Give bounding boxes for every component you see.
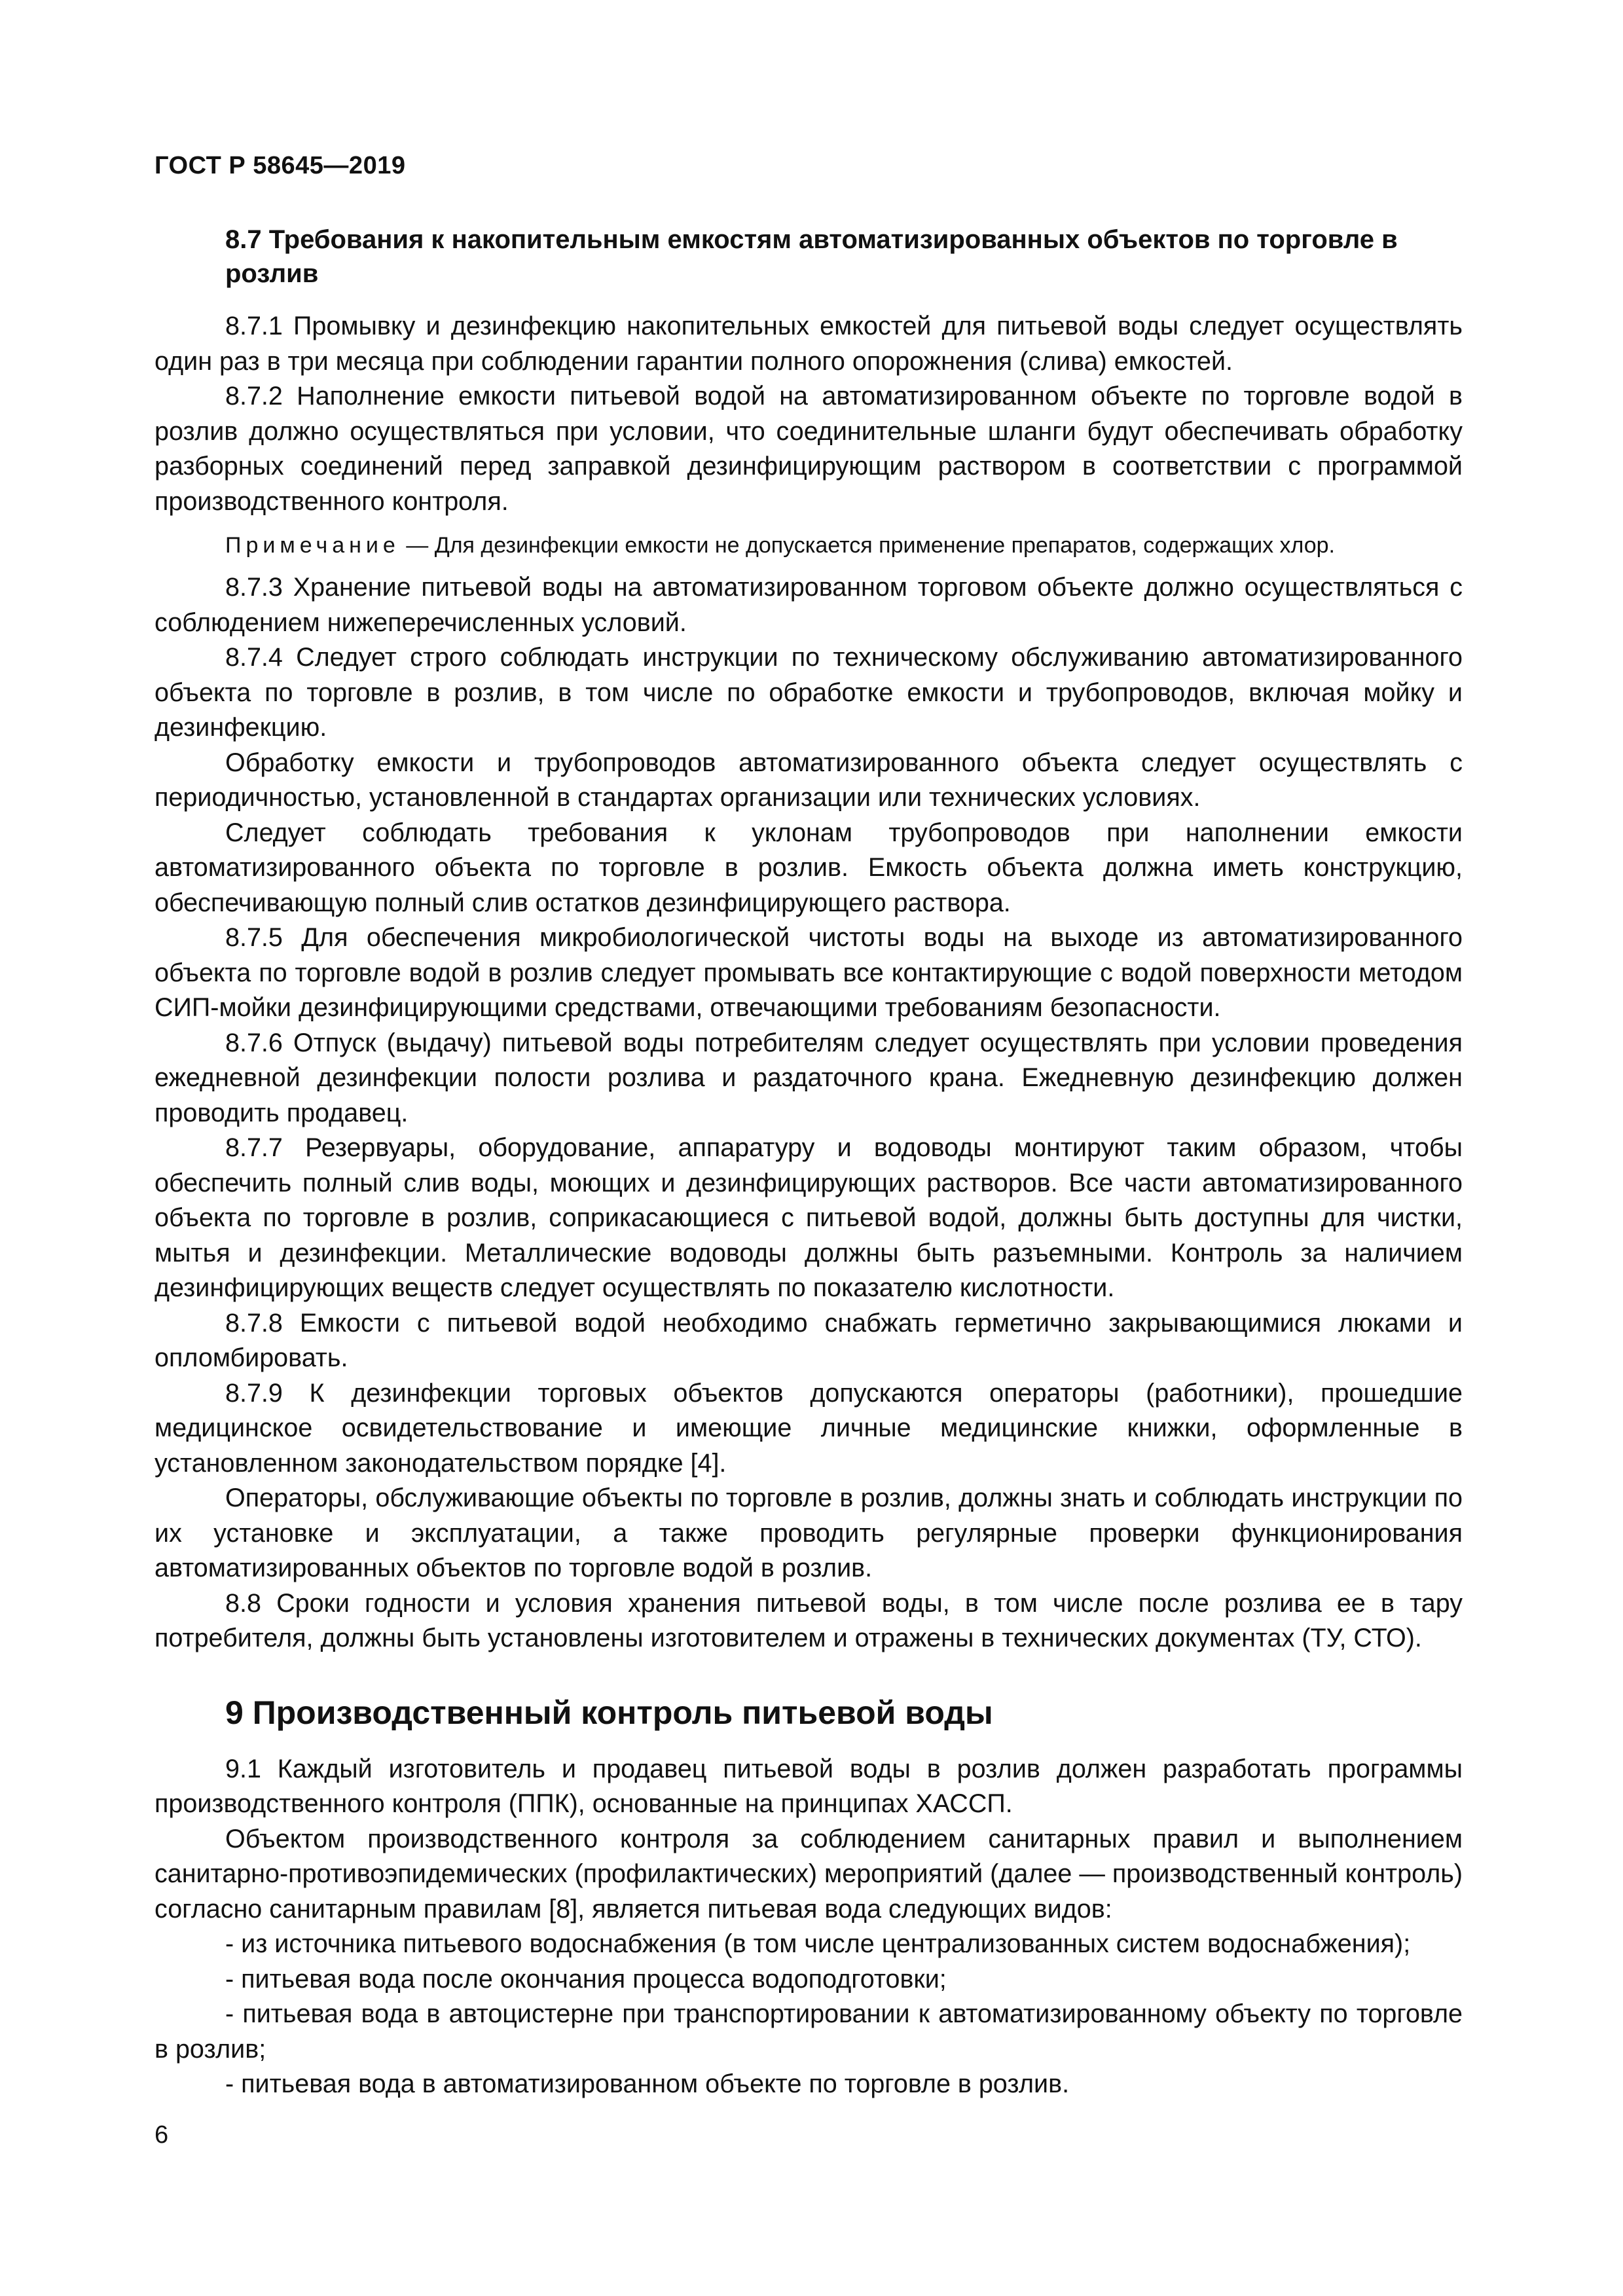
note bbox=[155, 528, 1463, 562]
list-item: - питьевая вода в автоцистерне при транспортировании к автоматизированному объекту по торговле в розлив; bbox=[155, 1999, 1463, 2064]
note-text: — Для дезинфекции емкости не допускается применение препаратов, содержащих хлор. bbox=[399, 533, 1335, 558]
list-item: - питьевая вода в автоматизированном объекте по торговле в розлив. bbox=[225, 2069, 1070, 2098]
subsection-title-8-7: 8.7 Требования к накопительным емкостям автоматизированных объектов по торговле в розлив bbox=[225, 225, 1398, 288]
list-item: - из источника питьевого водоснабжения (в том числе централизованных систем водоснабжения); bbox=[225, 1929, 1411, 1958]
paragraph-8-7-7: 8.7.7 Резервуары, оборудование, аппаратуру и водоводы монтируют таким образом, чтобы обеспечить полный слив воды, моющих и дезинфицирующих растворов. Все части автоматизированного объекта по торговле в розлив, соприкасающиеся с питьевой водой, должны быть доступны для чистки, мытья и дезинфекции. Металлические водоводы должны быть разъемными. Контроль за наличием дезинфицирующих веществ следует осуществлять по показателю кислотности. bbox=[155, 1133, 1463, 1302]
section-title-9: 9 Производственный контроль питьевой воды bbox=[225, 1694, 993, 1731]
document-body bbox=[155, 223, 1463, 2102]
paragraph-8-7-4: 8.7.4 Следует строго соблюдать инструкции по техническому обслуживанию автоматизированного объекта по торговле в розлив, в том числе по обработке емкости и трубопроводов, включая мойку и дезинфекцию. bbox=[155, 643, 1463, 742]
paragraph-9-1: 9.1 Каждый изготовитель и продавец питьевой воды в розлив должен разработать программы производственного контроля (ППК), основанные на принципах ХАССП. bbox=[155, 1754, 1463, 1818]
paragraph-8-7-8: 8.7.8 Емкости с питьевой водой необходимо снабжать герметично закрывающимися люками и опломбировать. bbox=[155, 1308, 1463, 1372]
paragraph-8-7-4-a: Обработку емкости и трубопроводов автоматизированного объекта следует осуществлять с периодичностью, установленной в стандартах организации или технических условиях. bbox=[155, 748, 1463, 812]
paragraph-8-7-5: 8.7.5 Для обеспечения микробиологической чистоты воды на выходе из автоматизированного объекта по торговле водой в розлив следует промывать все контактирующие с водой поверхности методом СИП-мойки дезинфицирующими средствами, отвечающими требованиям безопасности. bbox=[155, 923, 1463, 1022]
paragraph-8-7-9-a: Операторы, обслуживающие объекты по торговле в розлив, должны знать и соблюдать инструкции по их установке и эксплуатации, а также проводить регулярные проверки функционирования автоматизированных объектов по торговле водой в розлив. bbox=[155, 1484, 1463, 1582]
paragraph-9-1-a: Объектом производственного контроля за соблюдением санитарных правил и выполнением санитарно-противоэпидемических (профилактических) мероприятий (далее — производственный контроль) согласно санитарным правилам [8], является питьевая вода следующих видов: bbox=[155, 1824, 1463, 1923]
paragraph-8-7-2: 8.7.2 Наполнение емкости питьевой водой на автоматизированном объекте по торговле водой в розлив должно осуществляться при условии, что соединительные шланги будут обеспечивать обработку разборных соединений перед заправкой дезинфицирующим раствором в соответствии с программой производственного контроля. bbox=[155, 382, 1463, 516]
page-number: 6 bbox=[155, 2121, 169, 2149]
paragraph-8-8: 8.8 Сроки годности и условия хранения питьевой воды, в том числе после розлива ее в тару потребителя, должны быть установлены изготовителем и отражены в технических документах (ТУ, СТО). bbox=[155, 1588, 1463, 1652]
paragraph-8-7-1: 8.7.1 Промывку и дезинфекцию накопительных емкостей для питьевой воды следует осуществлять один раз в три месяца при соблюдении гарантии полного опорожнения (слива) емкостей. bbox=[155, 312, 1463, 376]
paragraph-8-7-3: 8.7.3 Хранение питьевой воды на автоматизированном торговом объекте должно осуществляться с соблюдением нижеперечисленных условий. bbox=[155, 573, 1463, 637]
paragraph-8-7-6: 8.7.6 Отпуск (выдачу) питьевой воды потребителям следует осуществлять при условии проведения ежедневной дезинфекции полости розлива и раздаточного крана. Ежедневную дезинфекцию должен проводить продавец. bbox=[155, 1028, 1463, 1127]
list-item: - питьевая вода после окончания процесса водоподготовки; bbox=[225, 1964, 947, 1994]
paragraph-8-7-4-b: Следует соблюдать требования к уклонам трубопроводов при наполнении емкости автоматизированного объекта по торговле в розлив. Емкость объекта должна иметь конструкцию, обеспечивающую полный слив остатков дезинфицирующего раствора. bbox=[155, 818, 1463, 917]
paragraph-8-7-9: 8.7.9 К дезинфекции торговых объектов допускаются операторы (работники), прошедшие медицинское освидетельствование и имеющие личные медицинские книжки, оформленные в установленном законодательством порядке [4]. bbox=[155, 1378, 1463, 1478]
document-header: ГОСТ Р 58645—2019 bbox=[155, 152, 406, 179]
note-label: Примечание bbox=[225, 533, 400, 558]
